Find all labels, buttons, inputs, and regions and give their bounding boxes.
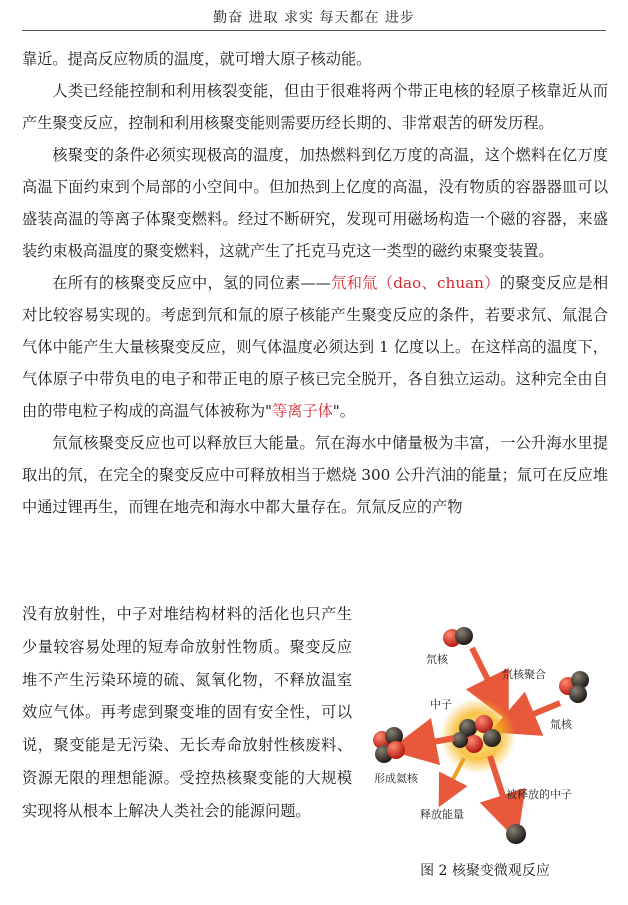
helium-nucleus — [373, 727, 405, 763]
paragraph-4-part-a: 在所有的核聚变反应中，氢的同位素—— — [52, 274, 331, 292]
paragraph-5: 氘氚核聚变反应也可以释放巨大能量。氘在海水中储量极为丰富，一公升海水里提取出的氘，在完全的聚变反应中可释放相当于燃烧 300 公升汽油的能量；氚可在反应堆中通过锂再生，而锂在地壳和海水中都大量存在。氘氚反应的产物 — [22, 434, 608, 516]
fusion-diagram — [360, 608, 610, 858]
figure-caption: 图 2 核聚变微观反应 — [420, 863, 550, 879]
label-neutron: 中子 — [430, 698, 452, 711]
paragraph-1: 靠近。提高反应物质的温度，就可增大原子核动能。 — [22, 50, 372, 68]
label-released-neutron: 被释放的中子 — [506, 788, 572, 801]
header-rule — [22, 30, 606, 31]
paragraph-3: 核聚变的条件必须实现极高的温度，加热燃料到亿万度的高温，这个燃料在亿万度高温下面约束到个局部的小空间中。但加热到上亿度的高温，没有物质的容器器皿可以盛装高温的等离子体聚变燃料。经过不断研究，发现可用磁场构造一个磁的容器，来盛装约束极高温度的聚变燃料，这就产生了托克马克这一类型的磁约束聚变装置。 — [22, 146, 608, 260]
article-body — [22, 43, 608, 523]
tritium-nucleus — [559, 671, 589, 703]
label-fusion: 氘核聚合 — [502, 668, 546, 681]
paragraph-4 — [22, 267, 608, 427]
plasma-highlight: 等离子体 — [272, 402, 333, 420]
deuterium-nucleus — [443, 627, 473, 647]
wrapped-text-column — [22, 598, 352, 828]
header-title: 勤奋 进取 求实 每天都在 进步 — [213, 10, 415, 26]
paragraph-4-part-c: "。 — [332, 402, 355, 420]
label-helium: 形成氦核 — [374, 772, 418, 785]
released-neutron — [506, 824, 526, 844]
fusion-diagram-svg — [360, 608, 610, 858]
label-energy: 释放能量 — [420, 808, 464, 821]
label-tritium: 氚核 — [550, 718, 572, 731]
isotope-highlight: 氘和氚（dao、chuan） — [330, 274, 500, 292]
label-deuterium: 氘核 — [426, 653, 448, 666]
incoming-arrow-deuterium — [472, 648, 498, 700]
page-header — [0, 0, 628, 32]
paragraph-6: 没有放射性，中子对堆结构材料的活化也只产生少量较容易处理的短寿命放射性物质。聚变反应堆不产生污染环境的硫、氮氧化物，不释放温室效应气体。再考虑到聚变堆的固有安全性，可以说，聚变能是无污染、无长寿命放射性核废料、资源无限的理想能源。受控热核聚变能的大规模实现将从根本上解决人类社会的能源问题。 — [22, 605, 352, 820]
paragraph-4-part-b: 的聚变反应是相对比较容易实现的。考虑到氘和氚的原子核能产生聚变反应的条件，若要求氘、氚混合气体中能产生大量核聚变反应，则气体温度必须达到 1 亿度以上。在这样高的温度下，气体原子中带负电的电子和带正电的原子核已完全脱开，各自独立运动。这种完全由自由的带电粒子构成的高温气体被称为" — [22, 274, 609, 420]
paragraph-2: 人类已经能控制和利用核裂变能，但由于很难将两个带正电核的轻原子核靠近从而产生聚变反应，控制和利用核聚变能则需要历经长期的、非常艰苦的研发历程。 — [22, 82, 608, 132]
